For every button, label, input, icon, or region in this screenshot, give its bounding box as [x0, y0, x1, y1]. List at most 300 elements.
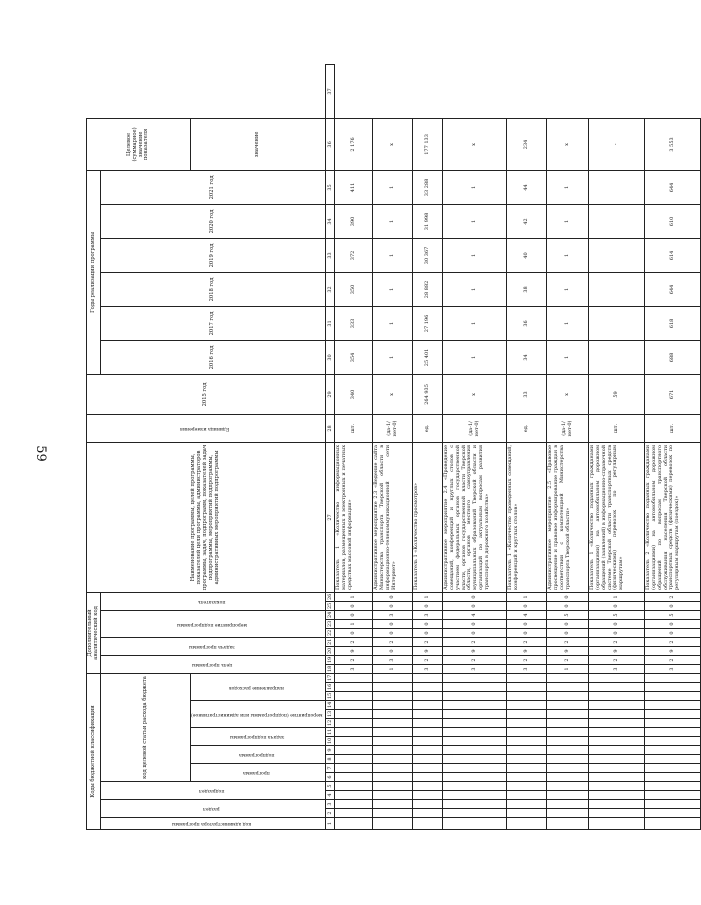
program-code-header: программа	[191, 764, 326, 782]
code-cell	[335, 773, 373, 782]
row-total: х	[443, 118, 507, 170]
code-cell	[645, 683, 701, 692]
code-cell	[443, 818, 507, 830]
row-2015: х	[547, 374, 589, 414]
code-cell: 2	[507, 638, 547, 647]
code-cell: 2	[443, 656, 507, 665]
code-cell: 2	[589, 638, 645, 647]
row-year-value: 1	[547, 170, 589, 204]
code-cell	[589, 683, 645, 692]
code-cell	[547, 701, 589, 710]
code-cell	[373, 701, 413, 710]
row-year-value: 30 367	[413, 238, 443, 272]
unit-header: Единица измерения	[87, 414, 326, 442]
table-row	[507, 65, 547, 830]
row-2015: 59	[589, 374, 645, 414]
code-cell	[373, 800, 413, 809]
task-code-header: задача подпрограммы	[191, 728, 326, 746]
row-year-value: 1	[443, 238, 507, 272]
code-cell: 0	[373, 629, 413, 638]
row-name: Административное мероприятие 2.5 «Правовое просвещение и правовое информирование граждан в соответствии с компетенцией Министерства транспорта Тверской области»	[547, 442, 589, 592]
row-year-value: 34	[507, 340, 547, 374]
row-name: Административное мероприятие 2.4 «Проведение совещаний, конференций и круглых столов с участием федеральных органов государственной власти, органов государственной власти Тверской области, органов местного самоуправления муниципальных образований Тверской области и организаций по актуальным вопросам развития транспорта в дорожного хозяйства»	[443, 442, 507, 592]
name-header: Наименование программы, целей программы, показателей цели программы, администраторов программы, задач, подпрограмм, показателей задач подпрограммы, мероприятий подпрограммы, административных мероприятий подпрограммы	[87, 442, 326, 592]
row-year-value: 28 882	[413, 272, 443, 306]
code-cell	[589, 764, 645, 773]
code-cell	[413, 773, 443, 782]
row-year-value: 644	[645, 272, 701, 306]
row-year-value	[589, 170, 645, 204]
code-cell: 2	[413, 638, 443, 647]
row-year-value: 1	[547, 238, 589, 272]
code-cell	[547, 710, 589, 719]
code-cell	[507, 674, 547, 683]
code-cell	[645, 674, 701, 683]
code-cell	[373, 818, 413, 830]
code-cell	[645, 818, 701, 830]
code-cell	[645, 737, 701, 746]
row-year-value: 1	[373, 340, 413, 374]
year-2018-header: 2018 год	[101, 272, 326, 306]
row-year-value	[589, 204, 645, 238]
subsection-header: подраздел	[101, 782, 326, 800]
code-cell: 2	[373, 638, 413, 647]
code-cell	[589, 818, 645, 830]
table-row	[547, 65, 589, 830]
code-cell	[373, 683, 413, 692]
code-cell	[335, 746, 373, 755]
code-cell	[443, 782, 507, 791]
code-cell	[589, 773, 645, 782]
budget-codes-header: Коды бюджетной классификации	[87, 674, 101, 830]
code-cell	[589, 674, 645, 683]
code-cell	[547, 728, 589, 737]
code-cell: 0	[589, 602, 645, 611]
year-2016-header: 2016 год	[101, 340, 326, 374]
code-cell	[373, 737, 413, 746]
code-cell: 0	[373, 602, 413, 611]
code-cell	[413, 809, 443, 818]
row-unit: (да-1/ нет-0)	[443, 414, 507, 442]
table-row	[589, 65, 645, 830]
row-unit: шт.	[335, 414, 373, 442]
code-cell	[413, 791, 443, 800]
code-cell	[645, 746, 701, 755]
row-year-value	[589, 272, 645, 306]
code-cell	[373, 809, 413, 818]
row-year-value: 27 196	[413, 306, 443, 340]
code-cell	[547, 683, 589, 692]
code-cell: 0	[547, 592, 589, 601]
row-unit: шт.	[645, 414, 701, 442]
row-year-value: 1	[547, 306, 589, 340]
table-row	[413, 65, 443, 830]
code-cell	[335, 764, 373, 773]
code-cell	[547, 746, 589, 755]
code-cell: 5	[547, 611, 589, 620]
row-unit: (да-1/ нет-0)	[373, 414, 413, 442]
row-total: 3 553	[645, 118, 701, 170]
row-2015: 264 935	[413, 374, 443, 414]
row-year-value: 42	[507, 204, 547, 238]
code-cell	[507, 782, 547, 791]
code-cell	[589, 701, 645, 710]
row-year-value: 36	[507, 306, 547, 340]
code-cell	[443, 701, 507, 710]
code-cell: 9	[589, 647, 645, 656]
row-year-value: 390	[335, 204, 373, 238]
code-cell	[335, 728, 373, 737]
code-cell	[507, 755, 547, 764]
code-cell	[507, 737, 547, 746]
code-cell	[507, 701, 547, 710]
row-year-value: 614	[645, 238, 701, 272]
row-year-value: 1	[373, 170, 413, 204]
code-cell	[589, 737, 645, 746]
row-total: х	[547, 118, 589, 170]
code-cell: 0	[373, 592, 413, 601]
code-cell	[373, 773, 413, 782]
row-name: Показатель 1 «Количество просмотров»	[413, 442, 443, 592]
code-cell: 3	[589, 665, 645, 674]
code-cell	[589, 710, 645, 719]
code-cell: 9	[413, 647, 443, 656]
table-body	[335, 65, 701, 830]
code-cell	[335, 683, 373, 692]
row-year-value: 25 401	[413, 340, 443, 374]
row-name: Показатель 1 «Количество поданных гражданами (организациями) на автомобильном дорожном обращений (заявлений) в информационно-справочной системе Тверской области транспортных средств (физическими) перевозок по регулярным маршрутам»	[589, 442, 645, 592]
code-cell	[335, 674, 373, 683]
row-year-value: 1	[443, 272, 507, 306]
row-2015: х	[373, 374, 413, 414]
code-cell	[443, 692, 507, 701]
code-cell	[335, 737, 373, 746]
dop-code-header: Дополнительный аналитический код	[87, 592, 101, 673]
code-cell	[547, 737, 589, 746]
code-cell	[443, 710, 507, 719]
row-unit: ед.	[507, 414, 547, 442]
code-cell: 2	[547, 638, 589, 647]
code-cell: 0	[589, 629, 645, 638]
code-cell	[589, 782, 645, 791]
code-cell	[645, 710, 701, 719]
year-2021-header: 2021 год	[101, 170, 326, 204]
code-cell: 0	[373, 647, 413, 656]
code-cell: 9	[547, 647, 589, 656]
code-cell	[413, 683, 443, 692]
row-year-value: 1	[373, 272, 413, 306]
code-cell: 1	[547, 665, 589, 674]
code-cell	[443, 737, 507, 746]
dop-activity-header: мероприятие подпрограммы	[101, 611, 326, 638]
code-cell	[413, 755, 443, 764]
code-cell: 3	[645, 665, 701, 674]
code-cell: 1	[335, 592, 373, 601]
code-cell: 1	[373, 665, 413, 674]
code-cell: 0	[507, 620, 547, 629]
code-cell	[373, 746, 413, 755]
row-total: 234	[507, 118, 547, 170]
row-2015: 340	[335, 374, 373, 414]
code-cell: 3	[443, 665, 507, 674]
code-cell: 2	[645, 638, 701, 647]
row-2015: 33	[507, 374, 547, 414]
row-total: 177 133	[413, 118, 443, 170]
code-cell: 0	[443, 620, 507, 629]
code-cell: 0	[443, 592, 507, 601]
code-cell: 4	[443, 611, 507, 620]
code-cell	[443, 791, 507, 800]
section-header: раздел	[101, 800, 326, 818]
row-year-value: 1	[443, 204, 507, 238]
code-cell	[335, 710, 373, 719]
table-row	[645, 65, 701, 830]
code-cell	[335, 800, 373, 809]
code-cell: 0	[547, 602, 589, 611]
code-cell: 9	[335, 647, 373, 656]
code-cell	[589, 755, 645, 764]
rotated-table-container	[86, 64, 681, 830]
code-cell: 4	[507, 611, 547, 620]
code-cell	[589, 692, 645, 701]
code-cell	[507, 683, 547, 692]
code-cell: 2	[589, 656, 645, 665]
admin-code-header: код администратора программы	[101, 818, 326, 830]
code-cell	[507, 791, 547, 800]
code-cell: 2	[413, 656, 443, 665]
subprogram-code-header: подпрограмма	[191, 746, 326, 764]
year-2017-header: 2017 год	[101, 306, 326, 340]
table-row	[373, 65, 413, 830]
code-cell: 1	[589, 592, 645, 601]
code-cell	[507, 746, 547, 755]
code-cell: 0	[507, 602, 547, 611]
row-year-value: 1	[547, 204, 589, 238]
code-cell	[507, 710, 547, 719]
row-unit: ед.	[413, 414, 443, 442]
expense-direction-header: направление расходов	[191, 674, 326, 701]
code-cell	[443, 755, 507, 764]
code-cell	[335, 701, 373, 710]
code-cell	[335, 755, 373, 764]
row-name: Показатель 1 «Количество информационных материалов, размещенных в электронных и печатных средствах массовой информации»	[335, 442, 373, 592]
code-cell	[413, 728, 443, 737]
dop-task-header: задача программы	[101, 638, 326, 656]
code-cell	[373, 782, 413, 791]
code-cell	[413, 764, 443, 773]
row-year-value: 40	[507, 238, 547, 272]
code-cell	[547, 755, 589, 764]
code-cell	[645, 791, 701, 800]
code-cell	[373, 674, 413, 683]
row-year-value: 1	[547, 272, 589, 306]
years-group-header: Годы реализации программы	[87, 170, 101, 374]
row-year-value: 610	[645, 204, 701, 238]
code-cell	[645, 782, 701, 791]
code-cell: 2	[335, 638, 373, 647]
code-cell	[443, 719, 507, 728]
code-cell	[335, 818, 373, 830]
row-year-value: 688	[645, 340, 701, 374]
code-cell: 3	[507, 665, 547, 674]
row-2015: х	[443, 374, 507, 414]
row-year-value: 1	[373, 238, 413, 272]
column-number-row: 1 2 3 4 5 6 7 8 9 10 11 12 13 14 15 16 17 18 19 20 21 22 23 24 25 26 27 28 29 30 31 32 33 34 35 36 37	[326, 65, 335, 830]
code-cell	[507, 809, 547, 818]
code-cell	[589, 791, 645, 800]
code-cell	[547, 791, 589, 800]
row-year-value: 1	[443, 306, 507, 340]
code-cell: 9	[507, 647, 547, 656]
code-cell: 1	[335, 620, 373, 629]
code-cell	[645, 800, 701, 809]
code-cell	[335, 782, 373, 791]
row-year-value: 354	[335, 340, 373, 374]
target-article-header: код целевой статьи расхода бюджета	[101, 674, 191, 782]
dop-indicator-header: показатель	[101, 592, 326, 610]
code-cell	[373, 692, 413, 701]
code-cell	[413, 746, 443, 755]
code-cell	[547, 764, 589, 773]
row-year-value: 31 998	[413, 204, 443, 238]
code-cell	[373, 791, 413, 800]
code-cell	[413, 701, 443, 710]
code-cell: 3	[373, 656, 413, 665]
code-cell	[413, 737, 443, 746]
code-cell: 0	[547, 620, 589, 629]
row-year-value: 38	[507, 272, 547, 306]
row-name: Показатель 1 «Количество проведенных совещаний, конференций и круглых столов»	[507, 442, 547, 592]
row-total: х	[373, 118, 413, 170]
row-year-value: 1	[443, 170, 507, 204]
code-cell	[413, 800, 443, 809]
code-cell	[547, 674, 589, 683]
code-cell	[589, 800, 645, 809]
code-cell	[373, 728, 413, 737]
code-cell	[507, 800, 547, 809]
code-cell	[335, 809, 373, 818]
code-cell: 0	[645, 602, 701, 611]
row-name: Показатель 2 «Количество поданных гражданами (организациями) на автомобильном дорожном обращений по вопросам транспортного обслуживания населения Тверской области транспортных средств (физическими) перевозок по регулярным маршрутам (поездок)»	[645, 442, 701, 592]
code-cell	[373, 755, 413, 764]
code-cell	[443, 809, 507, 818]
row-year-value: 44	[507, 170, 547, 204]
row-total: 2 176	[335, 118, 373, 170]
code-cell	[507, 728, 547, 737]
code-cell	[547, 773, 589, 782]
row-year-value	[589, 306, 645, 340]
code-cell	[413, 674, 443, 683]
code-cell	[507, 719, 547, 728]
row-year-value: 1	[373, 204, 413, 238]
row-year-value: 33 288	[413, 170, 443, 204]
code-cell	[335, 692, 373, 701]
code-cell: 2	[335, 656, 373, 665]
code-cell: 2	[443, 638, 507, 647]
row-year-value: 372	[335, 238, 373, 272]
code-cell: 2	[645, 592, 701, 601]
code-cell	[507, 692, 547, 701]
code-cell: 0	[335, 611, 373, 620]
code-cell	[547, 782, 589, 791]
code-cell: 0	[507, 629, 547, 638]
code-cell: 9	[443, 647, 507, 656]
code-cell: 0	[413, 602, 443, 611]
row-year-value: 1	[547, 340, 589, 374]
code-cell	[413, 818, 443, 830]
code-cell: 0	[589, 620, 645, 629]
code-cell: 0	[645, 629, 701, 638]
row-2015: 671	[645, 374, 701, 414]
code-cell: 9	[645, 647, 701, 656]
code-cell	[589, 719, 645, 728]
code-cell	[645, 809, 701, 818]
table-row	[443, 65, 507, 830]
code-cell	[507, 773, 547, 782]
code-cell: 0	[443, 602, 507, 611]
code-cell: 0	[413, 620, 443, 629]
code-cell	[507, 764, 547, 773]
code-cell	[547, 818, 589, 830]
code-cell	[645, 728, 701, 737]
code-cell: 2	[547, 656, 589, 665]
row-name: Административное мероприятие 2.3 «Ведение сайта Министерства транспорта Тверской области в информационно-телекоммуникационной сети Интернет»	[373, 442, 413, 592]
code-cell	[443, 800, 507, 809]
table-row	[335, 65, 373, 830]
row-year-value: 644	[645, 170, 701, 204]
code-cell: 3	[413, 611, 443, 620]
code-cell: 2	[645, 656, 701, 665]
code-cell	[589, 809, 645, 818]
code-cell: 3	[413, 665, 443, 674]
row-year-value: 411	[335, 170, 373, 204]
code-cell: 0	[335, 629, 373, 638]
code-cell: 5	[589, 611, 645, 620]
activity-code-header: мероприятие (подпрограммы или административное)	[191, 701, 326, 728]
code-cell	[589, 728, 645, 737]
code-cell	[547, 809, 589, 818]
year-2015-header: 2015 год	[87, 374, 326, 414]
code-cell: 1	[413, 592, 443, 601]
row-year-value	[589, 238, 645, 272]
year-2020-header: 2020 год	[101, 204, 326, 238]
row-year-value	[589, 340, 645, 374]
code-cell	[589, 746, 645, 755]
code-cell: 3	[373, 611, 413, 620]
code-cell	[443, 746, 507, 755]
code-cell	[443, 764, 507, 773]
code-cell	[335, 791, 373, 800]
row-year-value: 1	[373, 306, 413, 340]
code-cell	[645, 773, 701, 782]
code-cell	[443, 674, 507, 683]
row-year-value: 1	[443, 340, 507, 374]
code-cell	[413, 719, 443, 728]
code-cell	[547, 800, 589, 809]
row-unit: (да-1/ нет-0)	[547, 414, 589, 442]
value-subheader: значение	[191, 118, 326, 170]
dop-goal-header: цель программы	[101, 656, 326, 674]
code-cell: 0	[413, 629, 443, 638]
code-cell: 0	[645, 620, 701, 629]
page-number: 59	[32, 445, 48, 462]
code-cell	[443, 683, 507, 692]
year-2019-header: 2019 год	[101, 238, 326, 272]
row-year-value: 350	[335, 272, 373, 306]
code-cell	[507, 818, 547, 830]
code-cell: 3	[335, 665, 373, 674]
code-cell	[413, 782, 443, 791]
